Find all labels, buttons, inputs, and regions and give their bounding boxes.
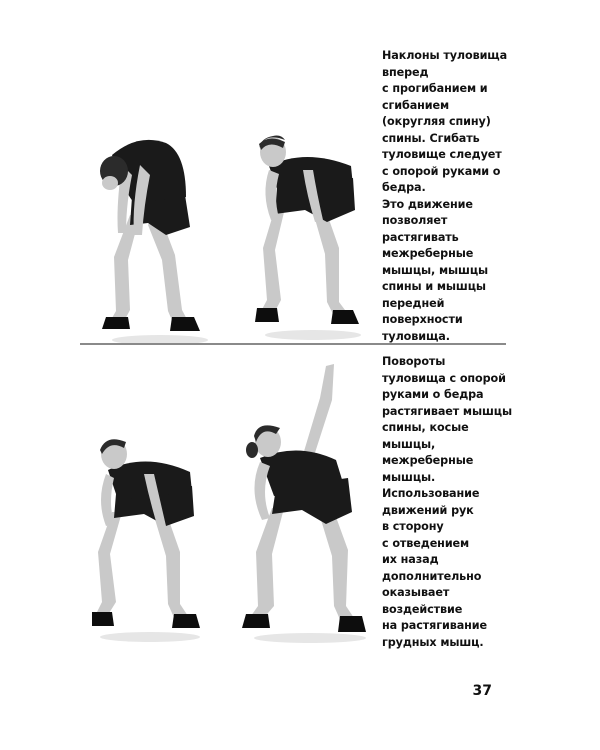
- photo-torso-rotation-arm-raised: [240, 358, 370, 648]
- photo-torso-bend-hands-on-thighs: [92, 432, 202, 647]
- page-number: 37: [472, 683, 492, 699]
- section-divider: [80, 343, 506, 345]
- caption-forward-bends: Наклоны туловища вперед с прогибанием и сгибанием (округляя спину) спины. Сгибать туловище следует с опорой руками о бедра. Это движение позволяет растягивать межреберные мышцы, мышцы спины и мышцы передней поверхности туловища.: [382, 49, 508, 343]
- photo-forward-bend-arched: [255, 130, 365, 345]
- caption-torso-rotations: Повороты туловища с опорой руками о бедра растягивает мышцы спины, косые мышцы, межреберные мышцы. Использование движений рук в сторону с отведением их назад дополнительно оказывает воздействие на растягивание грудных мышц.: [382, 355, 512, 649]
- section-forward-bends: [0, 30, 600, 345]
- photo-forward-bend-rounded: [100, 125, 210, 350]
- section-torso-rotations: [0, 350, 600, 660]
